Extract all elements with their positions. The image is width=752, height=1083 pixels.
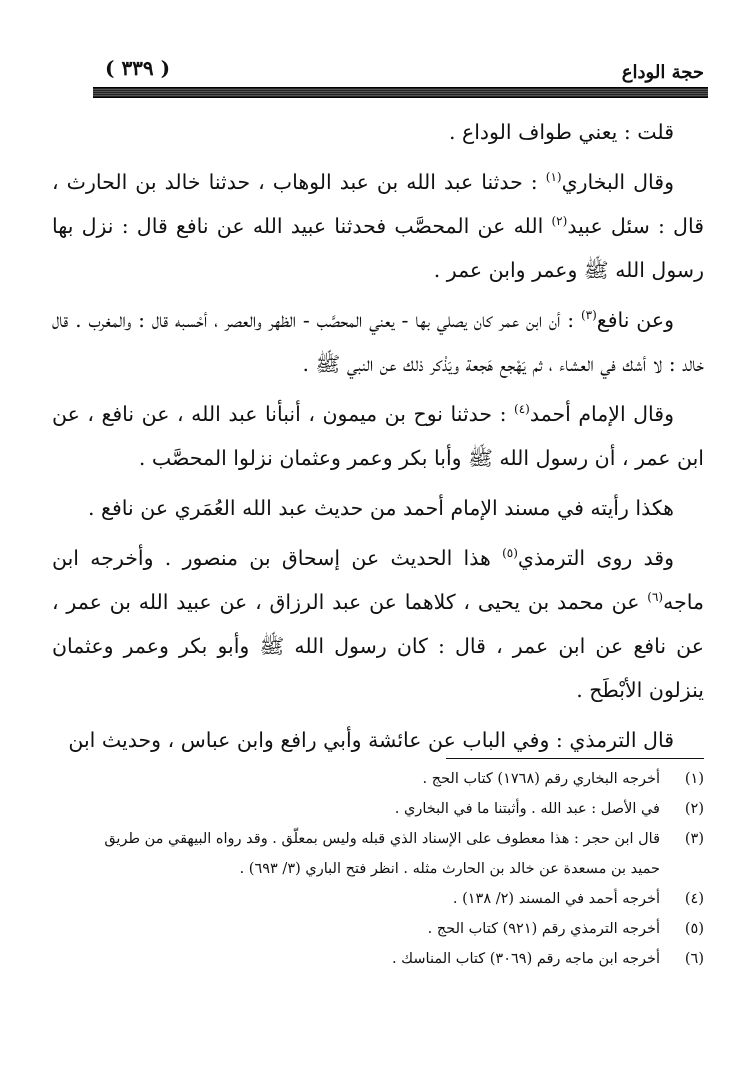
footnote-text: أخرجه أحمد في المسند (٢/ ١٣٨) .: [452, 891, 660, 907]
paragraph-text: وقد روى الترمذي: [517, 546, 674, 570]
footnote-ref-6[interactable]: (٦): [647, 590, 664, 605]
main-text: [52, 110, 704, 768]
footnote-item: [95, 884, 704, 914]
footnote-number: (٢): [684, 801, 704, 817]
footnote-text: أخرجه ابن ماجه رقم (٣٠٦٩) كتاب المناسك .: [391, 951, 660, 967]
page-number: ( ٣٣٩ ): [105, 56, 171, 80]
footnote-text: قال ابن حجر : هذا معطوف على الإسناد الذي قبله وليس بمعلّق . وقد رواه البيهقي من طريق حميد بن مسعدة عن خالد بن الحارث مثله . انظر فتح الباري (٣/ ٦٩٣) .: [104, 831, 660, 877]
paragraph-text: قلت : يعني طواف الوداع .: [448, 120, 674, 144]
paragraph-7: [52, 718, 704, 762]
paragraph-text: : حدثنا نوح بن ميمون ، أنبأنا عبد الله ، عن نافع ، عن ابن عمر ، أن رسول الله ﷺ وأبا بكر وعمر وعثمان نزلوا المحصَّب .: [52, 402, 704, 470]
footnote-separator: [446, 758, 704, 759]
paragraph-text: عن محمد بن يحيى ، كلاهما عن عبد الرزاق ، عن عبيد الله بن عمر ، عن نافع عن ابن عمر ، قال : كان رسول الله ﷺ وأبو بكر وعمر وعثمان ينزلون الأبْطَح .: [52, 590, 704, 702]
paragraph-text: الله عن المحصَّب فحدثنا عبيد الله عن نافع قال : نزل بها رسول الله ﷺ وعمر وابن عمر .: [52, 214, 704, 282]
paragraph-text: : حدثنا عبد الله بن عبد الوهاب ، حدثنا خالد بن الحارث ، قال : سئل عبيد: [52, 170, 704, 238]
footnotes-list: [95, 764, 704, 974]
paragraph-2: [52, 160, 704, 292]
paragraph-5: [52, 486, 704, 530]
page-header: [95, 52, 704, 82]
paragraph-text: هكذا رأيته في مسند الإمام أحمد من حديث عبد الله العُمَري عن نافع .: [88, 496, 674, 520]
paragraph-text: وعن نافع: [596, 308, 674, 332]
paragraph-3: [52, 298, 704, 386]
footnote-item: [95, 764, 704, 794]
footnote-number: (٥): [684, 921, 704, 937]
footnote-ref-1[interactable]: (١): [545, 170, 562, 185]
footnote-ref-4[interactable]: (٤): [514, 402, 530, 417]
paragraph-6: [52, 536, 704, 712]
footnote-text: أخرجه الترمذي رقم (٩٢١) كتاب الحج .: [427, 921, 660, 937]
paragraph-text: هذا الحديث عن إسحاق بن منصور . وأخرجه ابن ماجه: [52, 546, 704, 614]
paragraph-text: وقال الإمام أحمد: [529, 402, 674, 426]
footnote-item: [95, 794, 704, 824]
footnote-ref-3[interactable]: (٣): [580, 308, 597, 323]
footnote-number: (٣): [684, 831, 704, 847]
footnote-item: [95, 914, 704, 944]
footnote-number: (١): [684, 771, 704, 787]
footnote-text: في الأصل : عبد الله . وأثبتنا ما في البخاري .: [394, 801, 660, 817]
paragraph-1: [52, 110, 704, 154]
paragraph-text: وقال البخاري: [561, 170, 674, 194]
paragraph-text: قال الترمذي : وفي الباب عن عائشة وأبي رافع وابن عباس ، وحديث ابن: [68, 728, 674, 752]
footnote-number: (٤): [684, 891, 704, 907]
footnote-ref-5[interactable]: (٥): [502, 546, 518, 561]
footnote-item: [95, 824, 704, 884]
footnote-number: (٦): [684, 951, 704, 967]
footnote-ref-2[interactable]: (٢): [551, 214, 568, 229]
paragraph-text: : أن ابن عمر كان يصلي بها - يعني المحصَّب - الظهر والعصر ، أحْسبه قال : والمغرب . قال خالد : لا أشك في العشاء ، ثم يَهْجع هَجعة ويَذْكر ذلك عن النبي ﷺ .: [52, 308, 704, 376]
chapter-title: حجة الوداع: [621, 62, 704, 83]
paragraph-4: [52, 392, 704, 480]
header-rule: [93, 87, 708, 98]
footnote-item: [95, 944, 704, 974]
footnote-text: أخرجه البخاري رقم (١٧٦٨) كتاب الحج .: [422, 771, 660, 787]
